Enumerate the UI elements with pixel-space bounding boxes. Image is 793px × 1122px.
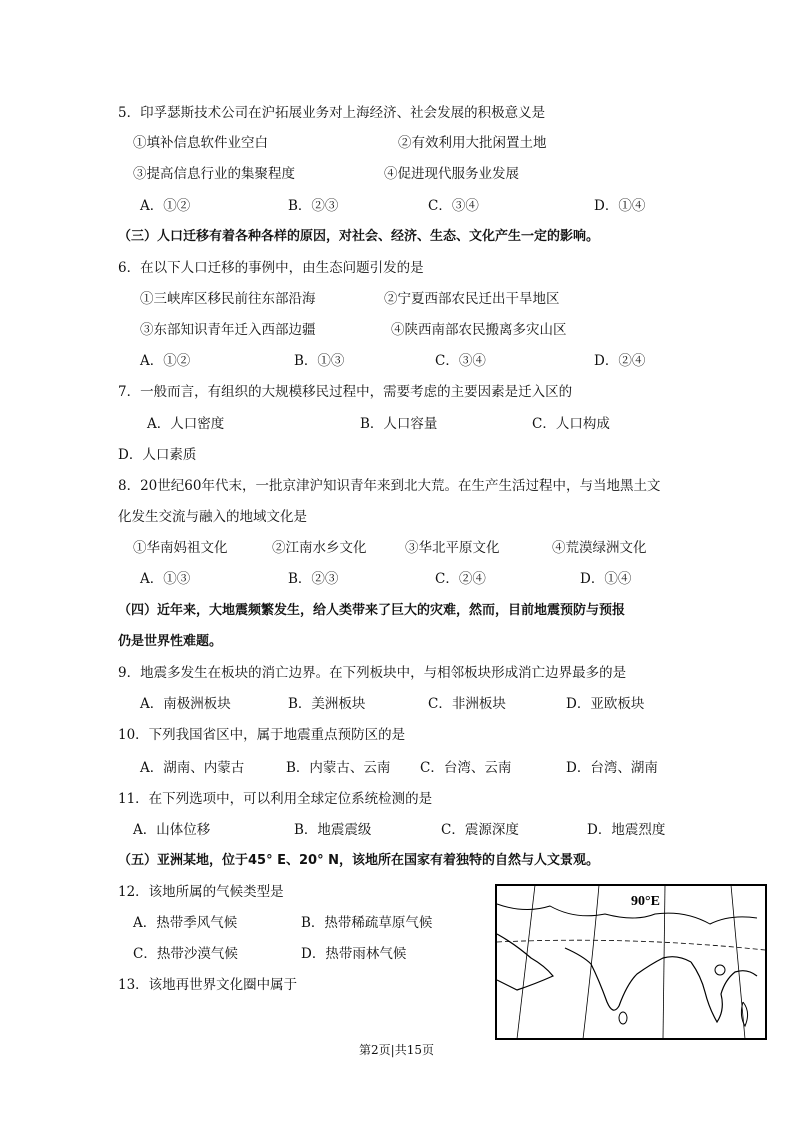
q6-option-d: D．②④ — [594, 353, 646, 369]
q12-stem: 12．该地所属的气候类型是 — [118, 884, 284, 900]
q10-stem: 10．下列我国省区中，属于地震重点预防区的是 — [118, 727, 406, 743]
q11-option-d: D．地震烈度 — [587, 822, 666, 838]
q9-stem: 9．地震多发生在板块的消亡边界。在下列板块中，与相邻板块形成消亡边界最多的是 — [118, 665, 627, 681]
q10-option-c: C．台湾、云南 — [420, 760, 512, 776]
q5-option-b: B．②③ — [288, 198, 339, 214]
q8-statement-4: ④荒漠绿洲文化 — [552, 540, 647, 556]
map-longitude-label: 90°E — [631, 894, 660, 909]
q12-option-a: A．热带季风气候 — [133, 915, 238, 931]
q10-option-d: D．台湾、湖南 — [566, 760, 658, 776]
q6-statement-4: ④陕西南部农民搬离多灾山区 — [391, 322, 567, 338]
q12-option-c: C．热带沙漠气候 — [133, 946, 238, 962]
section-5-heading: （五）亚洲某地，位于45° E、20° N，该地所在国家有着独特的自然与人文景观。 — [118, 853, 599, 868]
q11-option-a: A．山体位移 — [133, 822, 211, 838]
section-3-heading: （三）人口迁移有着各种各样的原因，对社会、经济、生态、文化产生一定的影响。 — [118, 229, 600, 244]
q12-option-b: B．热带稀疏草原气候 — [301, 915, 433, 931]
q6-option-c: C．③④ — [435, 353, 486, 369]
q8-statement-3: ③华北平原文化 — [405, 540, 500, 556]
q8-statement-2: ②江南水乡文化 — [272, 540, 367, 556]
section-4-heading-line-1: （四）近年来，大地震频繁发生，给人类带来了巨大的灾难，然而，目前地震预防与预报 — [118, 603, 626, 618]
q11-stem: 11．在下列选项中，可以利用全球定位系统检测的是 — [118, 791, 433, 807]
q7-option-a: A．人口密度 — [147, 416, 225, 432]
section-4-heading-line-2: 仍是世界性难题。 — [118, 634, 223, 649]
q9-option-b: B．美洲板块 — [288, 696, 366, 712]
q8-option-c: C．②④ — [435, 571, 486, 587]
q12-option-d: D．热带雨林气候 — [301, 946, 407, 962]
q9-option-d: D．亚欧板块 — [566, 696, 645, 712]
q10-option-a: A．湖南、内蒙古 — [140, 760, 245, 776]
q8-option-b: B．②③ — [288, 571, 339, 587]
q7-option-c: C．人口构成 — [532, 416, 610, 432]
q5-statement-4: ④促进现代服务业发展 — [384, 166, 519, 182]
q6-statement-2: ②宁夏西部农民迁出干旱地区 — [384, 291, 560, 307]
q13-stem: 13．该地再世界文化圈中属于 — [118, 977, 298, 993]
page-number-footer: 第2页|共15页 — [359, 1043, 434, 1057]
q6-stem: 6．在以下人口迁移的事例中，由生态问题引发的是 — [118, 260, 424, 276]
q6-option-b: B．①③ — [294, 353, 345, 369]
q8-stem-line-1: 8．20世纪60年代末，一批京津沪知识青年来到北大荒。在生产生活过程中，与当地黑土文 — [118, 478, 661, 494]
q5-statement-1: ①填补信息软件业空白 — [133, 135, 268, 151]
q10-option-b: B．内蒙古、云南 — [286, 760, 391, 776]
q11-option-b: B．地震震级 — [294, 822, 372, 838]
q8-statement-1: ①华南妈祖文化 — [133, 540, 228, 556]
q6-option-a: A．①② — [140, 353, 191, 369]
q9-option-c: C．非洲板块 — [428, 696, 506, 712]
q7-option-d: D．人口素质 — [118, 447, 197, 463]
q7-stem: 7．一般而言，有组织的大规模移民过程中，需要考虑的主要因素是迁入区的 — [118, 384, 573, 400]
south-asia-map — [495, 884, 767, 1040]
q5-option-a: A．①② — [140, 198, 191, 214]
q7-option-b: B．人口容量 — [360, 416, 438, 432]
q5-option-c: C．③④ — [428, 198, 479, 214]
q5-statement-2: ②有效利用大批闲置土地 — [398, 135, 547, 151]
q5-option-d: D．①④ — [594, 198, 646, 214]
q8-option-a: A．①③ — [140, 571, 191, 587]
q5-statement-3: ③提高信息行业的集聚程度 — [133, 166, 295, 182]
q8-option-d: D．①④ — [580, 571, 632, 587]
q6-statement-3: ③东部知识青年迁入西部边疆 — [140, 322, 316, 338]
q8-stem-line-2: 化发生交流与融入的地域文化是 — [118, 509, 307, 525]
q6-statement-1: ①三峡库区移民前往东部沿海 — [140, 291, 316, 307]
q5-stem: 5．印孚瑟斯技术公司在沪拓展业务对上海经济、社会发展的积极意义是 — [118, 105, 546, 121]
q11-option-c: C．震源深度 — [441, 822, 519, 838]
q9-option-a: A．南极洲板块 — [140, 696, 231, 712]
